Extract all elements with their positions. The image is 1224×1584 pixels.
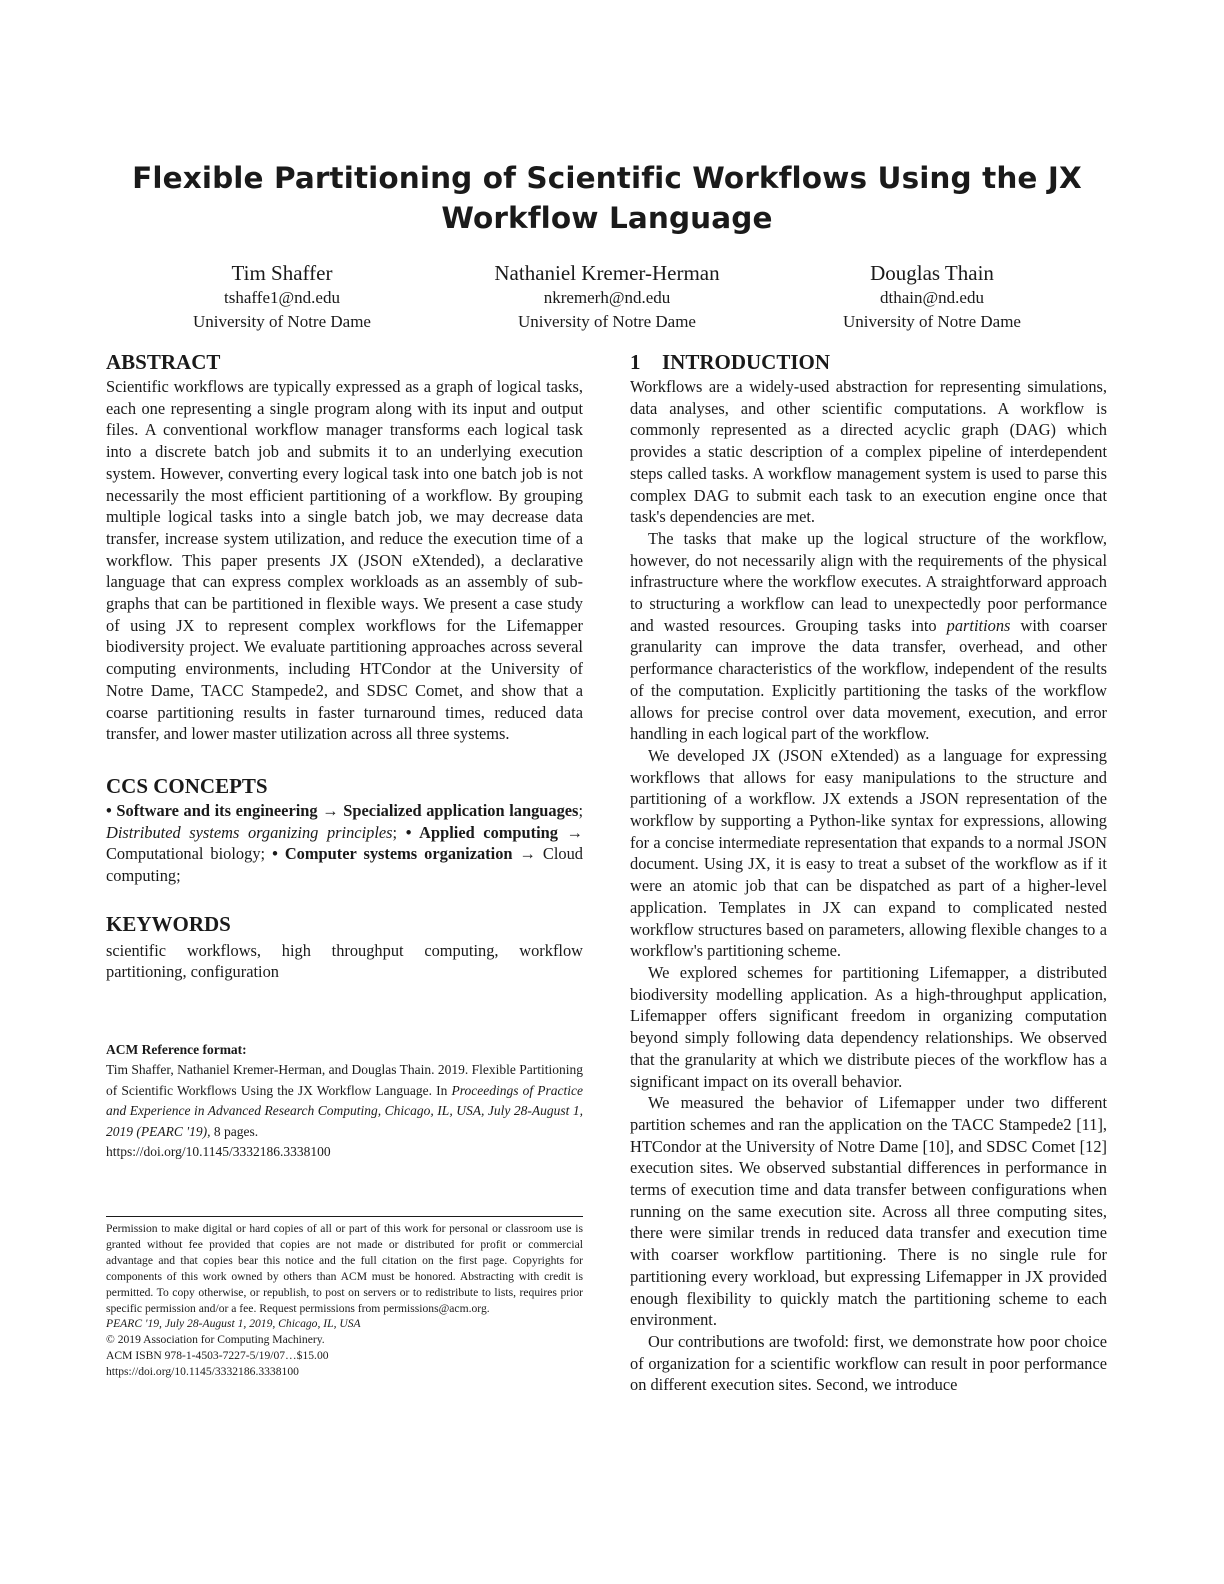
author-affiliation: University of Notre Dame bbox=[843, 312, 1021, 331]
paper-title: Flexible Partitioning of Scientific Workflows Using the JX Workflow Language bbox=[132, 161, 1082, 235]
ccs-heading: CCS CONCEPTS bbox=[106, 773, 268, 798]
keywords-text: scientific workflows, high throughput computing, workflow partitioning, configuration bbox=[106, 940, 583, 982]
ccs-text: • Software and its engineering → Specialized application languages; Distributed systems organizing principles; • Applied computing → Computational biology; • Computer systems organization → Cloud computing; bbox=[106, 800, 583, 886]
permission-venue: PEARC '19, July 28-August 1, 2019, Chicago, IL, USA bbox=[106, 1317, 361, 1331]
right-column bbox=[630, 348, 1107, 1396]
author-affiliation: University of Notre Dame bbox=[518, 312, 696, 331]
intro-paragraph: We explored schemes for partitioning Lifemapper, a distributed biodiversity modelling application. As a high-throughput application, Lifemapper offers significant freedom in organizing computation beyond simply following data dependency relationships. We observed that the granularity at which we distribute pieces of the workflow has a significant impact on its overall behavior. bbox=[630, 962, 1107, 1091]
abstract-text: Scientific workflows are typically expressed as a graph of logical tasks, each one representing a single program along with its input and output files. A conventional workflow manager transforms each logical task into a discrete batch job and submits it to an underlying execution system. However, converting every logical task into one batch job is not necessarily the most efficient partitioning of a workflow. By grouping multiple logical tasks into a single batch job, we may decrease data transfer, increase system utilization, and reduce the execution time of a workflow. This paper presents JX (JSON eXtended), a declarative language that can express complex workloads as an assembly of sub-graphs that can be partitioned in flexible ways. We present a case study of using JX to represent complex workflows for the Lifemapper biodiversity project. We evaluate partitioning approaches across several computing environments, including HTCondor at the University of Notre Dame, TACC Stampede2, and SDSC Comet, and show that a coarse partitioning results in faster turnaround times, reduced data transfer, and lower master utilization across all three systems. bbox=[106, 377, 583, 744]
intro-paragraph: The tasks that make up the logical structure of the workflow, however, do not necessarily align with the requirements of the physical infrastructure where the workflow executes. A straightforward approach to structuring a workflow can lead to unexpectedly poor performance and wasted resources. Grouping tasks into partitions with coarser granularity can improve the data transfer, overhead, and other performance characteristics of the workflow, independent of the results of the computation. Explicitly partitioning the tasks of the workflow allows for precise control over data movement, execution, and error handling in each logical part of the workflow. bbox=[630, 528, 1108, 744]
permission-text: Permission to make digital or hard copies of all or part of this work for personal or classroom use is granted without fee provided that copies are not made or distributed for profit or commercial advantage and that copies bear this notice and the full citation on the first page. Copyrights for components of this work owned by others than ACM must be honored. Abstracting with credit is permitted. To copy otherwise, or republish, to post on servers or to redistribute to lists, requires prior specific permission and/or a fee. Request permissions from permissions@acm.org. bbox=[106, 1222, 583, 1315]
keywords-heading: KEYWORDS bbox=[106, 911, 231, 936]
footnote-rule bbox=[106, 1216, 583, 1217]
abstract-heading: ABSTRACT bbox=[106, 350, 221, 374]
ccs-concept: • Applied computing bbox=[405, 822, 558, 842]
author-name: Tim Shaffer bbox=[231, 261, 333, 285]
intro-paragraph: We measured the behavior of Lifemapper under two different partition schemes and ran the application on the TACC Stampede2 [11], HTCondor at the University of Notre Dame [10], and SDSC Comet [12] execution sites. We observed substantial differences in performance in terms of execution time and data transfer between configurations when running on the same execution site. Across all three computing sites, there were similar trends in reduced data transfer and execution time with coarser workflow partitioning. There is no single rule for partitioning every workload, but expressing Lifemapper in JX provided enough flexibility to quickly match the partitioning scheme to each environment. bbox=[630, 1093, 1107, 1330]
intro-paragraph: Our contributions are twofold: first, we demonstrate how poor choice of organization for a scientific workflow can result in poor performance on different execution sites. Second, we introduce bbox=[630, 1331, 1107, 1395]
ccs-concept: • Computer systems organization bbox=[272, 844, 513, 864]
ccs-concept: • Software and its engineering → Specialized application languages bbox=[106, 800, 579, 820]
author-block bbox=[112, 260, 452, 334]
author-block bbox=[437, 260, 777, 334]
acm-reference-heading: ACM Reference format: bbox=[106, 1042, 247, 1057]
acm-reference bbox=[106, 1040, 583, 1163]
permission-notice bbox=[106, 1221, 583, 1380]
author-name: Douglas Thain bbox=[870, 261, 994, 285]
permission-doi[interactable]: https://doi.org/10.1145/3332186.3338100 bbox=[106, 1365, 299, 1379]
author-name: Nathaniel Kremer-Herman bbox=[494, 261, 720, 285]
left-column bbox=[106, 348, 583, 983]
acm-reference-doi[interactable]: https://doi.org/10.1145/3332186.3338100 bbox=[106, 1144, 331, 1159]
author-block bbox=[762, 260, 1102, 334]
ccs-concept: Distributed systems organizing principles bbox=[106, 822, 393, 842]
section-number: 1 bbox=[630, 350, 641, 374]
permission-isbn: ACM ISBN 978-1-4503-7227-5/19/07…$15.00 bbox=[106, 1349, 329, 1363]
intro-paragraph: We developed JX (JSON eXtended) as a language for expressing workflows that allows for easy manipulations to the structure and partitioning of a workflow. JX extends a JSON representation of the workflow by supporting a Python-like syntax for expressions, allowing for a concise intermediate representation that expands to a normal JSON document. Using JX, it is easy to treat a subset of the workflow as if it were an atomic job that can be dispatched as part of a higher-level application. Templates in JX can expand to complicated nested workflow structures based on parameters, allowing flexible changes to a workflow's partitioning scheme. bbox=[630, 745, 1107, 961]
author-email[interactable]: dthain@nd.edu bbox=[880, 288, 984, 307]
author-affiliation: University of Notre Dame bbox=[193, 312, 371, 331]
author-email[interactable]: nkremerh@nd.edu bbox=[543, 288, 671, 307]
acm-reference-text: Tim Shaffer, Nathaniel Kremer-Herman, and Douglas Thain. 2019. Flexible Partitioning of Scientific Workflows Using the JX Workflow Language. In Proceedings of Practice and Experience in Advanced Research Computing, Chicago, IL, USA, July 28-August 1, 2019 (PEARC '19), 8 pages. https://doi.org/10.1145/3332186.3338100 bbox=[106, 1062, 583, 1159]
author-email[interactable]: tshaffe1@nd.edu bbox=[224, 288, 340, 307]
intro-paragraph: Workflows are a widely-used abstraction for representing simulations, data analyses, and other scientific computations. A workflow is commonly represented as a directed acyclic graph (DAG) which provides a static description of a complex pipeline of interdependent steps called tasks. A workflow management system is used to parse this complex DAG to submit each task to an execution engine once that task's dependencies are met. bbox=[630, 377, 1107, 527]
permission-copyright: © 2019 Association for Computing Machinery. bbox=[106, 1333, 325, 1347]
introduction-heading: 1 INTRODUCTION bbox=[630, 350, 831, 374]
